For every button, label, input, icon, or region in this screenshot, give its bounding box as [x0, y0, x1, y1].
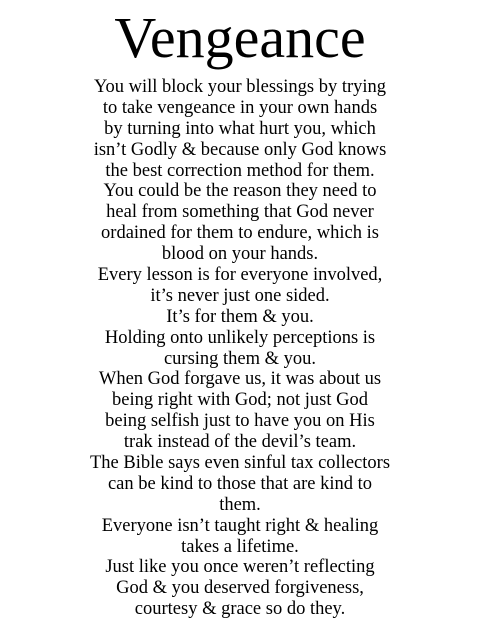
poem-line: cursing them & you.: [163, 348, 317, 369]
poem-line: trak instead of the devil’s team.: [123, 432, 357, 453]
poem-line: God & you deserved forgiveness,: [116, 578, 364, 599]
poem-line: Everyone isn’t taught right & healing: [101, 515, 379, 536]
poem-line: When God forgave us, it was about us: [98, 369, 382, 390]
poem-line: It’s for them & you.: [166, 306, 314, 327]
poem-line: the best correction method for them.: [105, 160, 375, 181]
poem-body: [0, 77, 480, 620]
poem-line: them.: [219, 494, 261, 515]
poem-line: can be kind to those that are kind to: [107, 473, 373, 494]
poem-line: it’s never just one sided.: [150, 285, 330, 306]
poem-line: The Bible says even sinful tax collectors: [89, 453, 391, 474]
poem-line: being right with God; not just God: [112, 390, 368, 411]
poem-line: You will block your blessings by trying: [93, 77, 387, 97]
poem-line: to take vengeance in your own hands: [102, 97, 378, 118]
poem-line: being selfish just to have you on His: [105, 411, 375, 432]
poem-line: heal from something that God never: [106, 202, 374, 223]
poem-line: blood on your hands.: [161, 244, 319, 265]
poem-line: You could be the reason they need to: [103, 181, 377, 202]
poem-line: courtesy & grace so do they.: [134, 599, 346, 620]
poem-line: ordained for them to endure, which is: [101, 223, 379, 244]
poem-line: by turning into what hurt you, which: [104, 118, 376, 139]
poem-line: Holding onto unlikely perceptions is: [104, 327, 376, 348]
poem-line: takes a lifetime.: [181, 536, 299, 557]
poem-line: Just like you once weren’t reflecting: [105, 557, 375, 578]
poem-line: isn’t Godly & because only God knows: [93, 139, 387, 160]
poem-title: Vengeance: [114, 5, 366, 70]
poem-line: Every lesson is for everyone involved,: [97, 265, 383, 286]
